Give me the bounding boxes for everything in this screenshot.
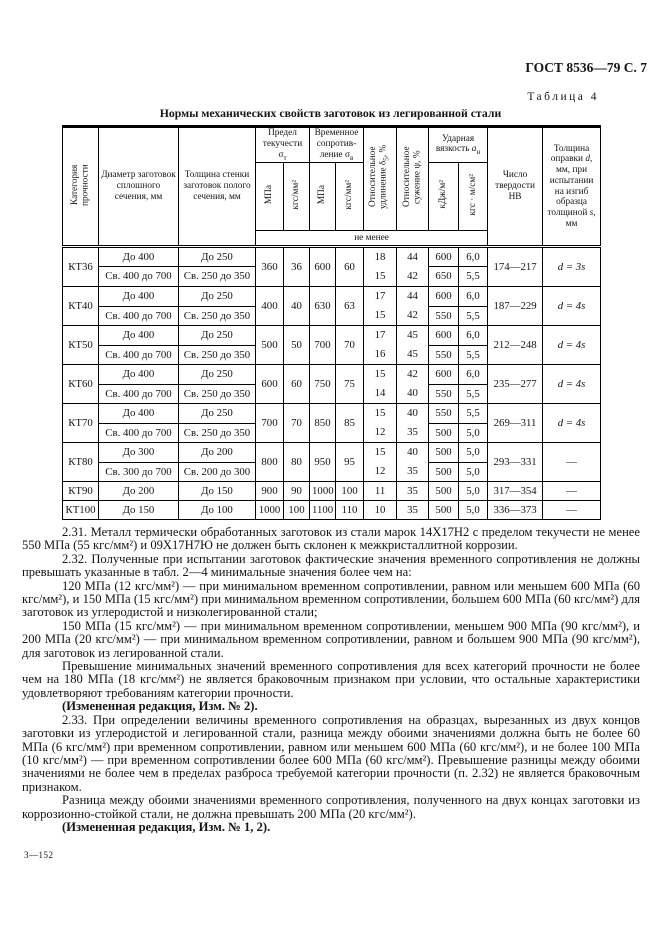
yield-mpa-cell: 400 [256, 287, 284, 326]
table-row [63, 247, 601, 267]
table-title: Нормы механических свойств заготовок из легированной стали [159, 106, 502, 120]
category-cell: КТ40 [63, 287, 99, 326]
impact-kdzh-cell: 550 [429, 404, 459, 424]
header-contraction: Относительное сужение ψ, % [397, 127, 429, 231]
category-cell: КТ60 [63, 365, 99, 404]
paragraph-2-33: 2.33. При определении величины временного сопротивления на образцах, вырезанных из двух концов заготовки из углеродистой и легированной стали, разница между обоими значениями должна быть не более 60 МПа (6 кгс/мм²) при временном сопротивлении, равном или меньшем 600 МПа (60 кгс/мм²), и не более 100 МПа (10 кгс/мм²) — при временном сопротивлении более 600 МПа (60 кгс/мм²). Превышение разницы между обоими значениями не более чем в пределах разброса требуемой категории прочности (п. 2.32) не является браковочным признаком. [22, 712, 640, 794]
header-wall-thickness: Толщина стенки заготовок полого сечения, мм [179, 127, 256, 247]
unit-kgsm: кгс · м/см² [459, 163, 488, 231]
impact-kgsm-cell: 6,0 [459, 326, 488, 346]
contraction-cell: 45 45 [397, 326, 429, 365]
wall-cell: Св. 250 до 350 [179, 267, 256, 287]
tensile-kgs-cell: 70 [336, 326, 364, 365]
yield-mpa-cell: 1000 [256, 501, 284, 520]
category-cell: КТ50 [63, 326, 99, 365]
table-row [63, 501, 601, 520]
tensile-kgs-cell: 60 [336, 247, 364, 287]
contraction-cell: 44 42 [397, 247, 429, 287]
impact-kgsm-cell: 5,5 [459, 345, 488, 365]
yield-kgs-cell: 90 [284, 482, 310, 501]
impact-kgsm-cell: 5,0 [459, 443, 488, 463]
table-row [63, 365, 601, 385]
mandrel-cell: d = 3s [543, 247, 601, 287]
table-row [63, 482, 601, 501]
diameter-cell: До 400 [99, 365, 179, 385]
diameter-cell: Св. 400 до 700 [99, 345, 179, 365]
contraction-cell: 42 40 [397, 365, 429, 404]
diameter-cell: До 200 [99, 482, 179, 501]
body-text [22, 526, 640, 834]
category-cell: КТ90 [63, 482, 99, 501]
tensile-mpa-cell: 630 [310, 287, 336, 326]
contraction-cell: 35 [397, 482, 429, 501]
impact-kdzh-cell: 550 [429, 306, 459, 326]
impact-kdzh-cell: 600 [429, 365, 459, 385]
mandrel-cell: d = 4s [543, 287, 601, 326]
yield-mpa-cell: 700 [256, 404, 284, 443]
tensile-kgs-cell: 75 [336, 365, 364, 404]
paragraph-difference: Разница между обоими значениями временного сопротивления, полученного на двух концах заготовки из коррозионно-стойкой стали, не должна превышать 200 МПа (20 кгс/мм²). [22, 793, 640, 821]
hardness-cell: 317—354 [488, 482, 543, 501]
yield-mpa-cell: 800 [256, 443, 284, 482]
yield-mpa-cell: 900 [256, 482, 284, 501]
wall-cell: Св. 250 до 350 [179, 345, 256, 365]
category-cell: КТ70 [63, 404, 99, 443]
impact-kgsm-cell: 6,0 [459, 287, 488, 307]
mandrel-cell: — [543, 482, 601, 501]
elongation-cell: 15 12 [364, 443, 397, 482]
contraction-cell: 35 [397, 501, 429, 520]
elongation-cell: 15 14 [364, 365, 397, 404]
impact-kdzh-cell: 500 [429, 482, 459, 501]
paragraph-amendment-1-2: (Измененная редакция, Изм. № 1, 2). [62, 819, 271, 834]
hardness-cell: 235—277 [488, 365, 543, 404]
wall-cell: До 250 [179, 287, 256, 307]
print-signature: 3—152 [24, 850, 54, 860]
tensile-kgs-cell: 100 [336, 482, 364, 501]
unit-kgs-tensile: кгс/мм² [336, 163, 364, 231]
diameter-cell: Св. 400 до 700 [99, 423, 179, 443]
yield-mpa-cell: 500 [256, 326, 284, 365]
impact-kdzh-cell: 600 [429, 247, 459, 267]
mandrel-cell: — [543, 443, 601, 482]
unit-mpa-yield: МПа [256, 163, 284, 231]
impact-kdzh-cell: 500 [429, 423, 459, 443]
paragraph-2-31: 2.31. Металл термически обработанных заготовок из стали марок 14Х17Н2 с пределом текучести не менее 550 МПа (55 кгс/мм²) и 09Х17Н7Ю не должен быть склонен к межкристаллитной коррозии. [22, 525, 640, 553]
mandrel-cell: — [543, 501, 601, 520]
contraction-cell: 44 42 [397, 287, 429, 326]
diameter-cell: До 400 [99, 326, 179, 346]
yield-kgs-cell: 36 [284, 247, 310, 287]
hardness-cell: 174—217 [488, 247, 543, 287]
elongation-cell: 17 16 [364, 326, 397, 365]
impact-kgsm-cell: 6,0 [459, 247, 488, 267]
wall-cell: Св. 200 до 300 [179, 462, 256, 482]
yield-kgs-cell: 50 [284, 326, 310, 365]
diameter-cell: Св. 300 до 700 [99, 462, 179, 482]
category-cell: КТ100 [63, 501, 99, 520]
contraction-cell: 40 35 [397, 404, 429, 443]
impact-kgsm-cell: 5,0 [459, 423, 488, 443]
impact-kgsm-cell: 5,0 [459, 462, 488, 482]
header-tensile-strength: Временное сопротивление $\sigma_в$ [310, 127, 364, 163]
elongation-cell: 17 15 [364, 287, 397, 326]
mandrel-cell: d = 4s [543, 404, 601, 443]
elongation-cell: 10 [364, 501, 397, 520]
table-row [63, 443, 601, 463]
elongation-cell: 18 15 [364, 247, 397, 287]
tensile-kgs-cell: 110 [336, 501, 364, 520]
tensile-kgs-cell: 85 [336, 404, 364, 443]
contraction-cell: 40 35 [397, 443, 429, 482]
diameter-cell: Св. 400 до 700 [99, 267, 179, 287]
impact-kgsm-cell: 5,5 [459, 306, 488, 326]
header-elongation: Относительное удлинение $\delta_5$, % [364, 127, 397, 231]
tensile-mpa-cell: 700 [310, 326, 336, 365]
impact-kdzh-cell: 650 [429, 267, 459, 287]
paragraph-2-32: 2.32. Полученные при испытании заготовок фактические значения временного сопротивления не должны превышать указанные в табл. 2—4 минимальные значения более чем на: [22, 551, 640, 580]
impact-kdzh-cell: 500 [429, 501, 459, 520]
diameter-cell: До 150 [99, 501, 179, 520]
wall-cell: Св. 250 до 350 [179, 423, 256, 443]
yield-mpa-cell: 360 [256, 247, 284, 287]
header-row-groups [63, 127, 601, 163]
header-yield-strength: Предел текучести $\sigma_т$ [256, 127, 310, 163]
paragraph-150mpa: 150 МПа (15 кгс/мм²) — при минимальном временном сопротивлении, меньшем 900 МПа (90 кгс/мм²), и 200 МПа (20 кгс/мм²) — при минимальном временном сопротивлении, равном и большем 900 МПа (90 кгс/мм²), для заготовок из легированной стали. [22, 618, 640, 660]
mandrel-cell: d = 4s [543, 326, 601, 365]
tensile-mpa-cell: 750 [310, 365, 336, 404]
unit-mpa-tensile: МПа [310, 163, 336, 231]
impact-kgsm-cell: 6,0 [459, 365, 488, 385]
yield-mpa-cell: 600 [256, 365, 284, 404]
unit-kgs-yield: кгс/мм² [284, 163, 310, 231]
yield-kgs-cell: 40 [284, 287, 310, 326]
diameter-cell: Св. 400 до 700 [99, 384, 179, 404]
yield-kgs-cell: 80 [284, 443, 310, 482]
hardness-cell: 336—373 [488, 501, 543, 520]
elongation-cell: 11 [364, 482, 397, 501]
table-caption: Таблица 4 [527, 91, 599, 103]
wall-cell: Св. 250 до 350 [179, 384, 256, 404]
impact-kgsm-cell: 5,0 [459, 482, 488, 501]
header-hardness: Число твердости НВ [488, 127, 543, 247]
impact-kdzh-cell: 500 [429, 443, 459, 463]
table-row [63, 287, 601, 307]
impact-kgsm-cell: 5,0 [459, 501, 488, 520]
impact-kdzh-cell: 500 [429, 462, 459, 482]
tensile-mpa-cell: 1100 [310, 501, 336, 520]
table-row [63, 404, 601, 424]
unit-kdzh: кДж/м² [429, 163, 459, 231]
category-cell: КТ80 [63, 443, 99, 482]
wall-cell: До 250 [179, 365, 256, 385]
paragraph-excess: Превышение минимальных значений временного сопротивления для всех категорий прочности не более чем на 180 МПа (18 кгс/мм²) не является браковочным признаком при условии, что остальные характеристики удовлетворяют требованиям категории прочности. [22, 659, 640, 700]
impact-kdzh-cell: 600 [429, 326, 459, 346]
wall-cell: До 250 [179, 404, 256, 424]
impact-kgsm-cell: 5,5 [459, 384, 488, 404]
header-impact-toughness: Ударная вязкость $a_н$ [429, 127, 488, 163]
impact-kdzh-cell: 550 [429, 384, 459, 404]
hardness-cell: 293—331 [488, 443, 543, 482]
diameter-cell: До 400 [99, 287, 179, 307]
wall-cell: До 250 [179, 326, 256, 346]
category-cell: КТ36 [63, 247, 99, 287]
tensile-kgs-cell: 63 [336, 287, 364, 326]
hardness-cell: 212—248 [488, 326, 543, 365]
wall-cell: До 100 [179, 501, 256, 520]
paragraph-120mpa: 120 МПа (12 кгс/мм²) — при минимальном временном сопротивлении, равном или меньшем 600 МПа (60 кгс/мм²), и 150 МПа (15 кгс/мм²) при минимальном временном сопротивлении, большем 600 МПа (60 кгс/мм²) для заготовок из углеродистой и низколегированной стали; [22, 578, 640, 620]
impact-kgsm-cell: 5,5 [459, 267, 488, 287]
diameter-cell: Св. 400 до 700 [99, 306, 179, 326]
impact-kdzh-cell: 600 [429, 287, 459, 307]
header-diameter: Диаметр заготовок сплошного сечения, мм [99, 127, 179, 247]
yield-kgs-cell: 60 [284, 365, 310, 404]
header-category: Категория прочности [63, 127, 99, 247]
wall-cell: До 250 [179, 247, 256, 267]
hardness-cell: 269—311 [488, 404, 543, 443]
wall-cell: Св. 250 до 350 [179, 306, 256, 326]
yield-kgs-cell: 70 [284, 404, 310, 443]
tensile-mpa-cell: 600 [310, 247, 336, 287]
tensile-mpa-cell: 1000 [310, 482, 336, 501]
diameter-cell: До 400 [99, 404, 179, 424]
tensile-kgs-cell: 95 [336, 443, 364, 482]
wall-cell: До 150 [179, 482, 256, 501]
impact-kdzh-cell: 550 [429, 345, 459, 365]
table-row [63, 326, 601, 346]
mechanical-properties-table [62, 125, 601, 520]
tensile-mpa-cell: 850 [310, 404, 336, 443]
tensile-mpa-cell: 950 [310, 443, 336, 482]
diameter-cell: До 300 [99, 443, 179, 463]
wall-cell: До 200 [179, 443, 256, 463]
impact-kgsm-cell: 5,5 [459, 404, 488, 424]
doc-reference: ГОСТ 8536—79 С. 7 [525, 60, 647, 75]
yield-kgs-cell: 100 [284, 501, 310, 520]
header-mandrel: Толщина оправки d, мм, при испытании на изгиб образца толщиной s, мм [543, 127, 601, 247]
hardness-cell: 187—229 [488, 287, 543, 326]
not-less-label: не менее [256, 231, 488, 247]
diameter-cell: До 400 [99, 247, 179, 267]
mandrel-cell: d = 4s [543, 365, 601, 404]
elongation-cell: 15 12 [364, 404, 397, 443]
paragraph-amendment-2: (Измененная редакция, Изм. № 2). [62, 699, 258, 714]
